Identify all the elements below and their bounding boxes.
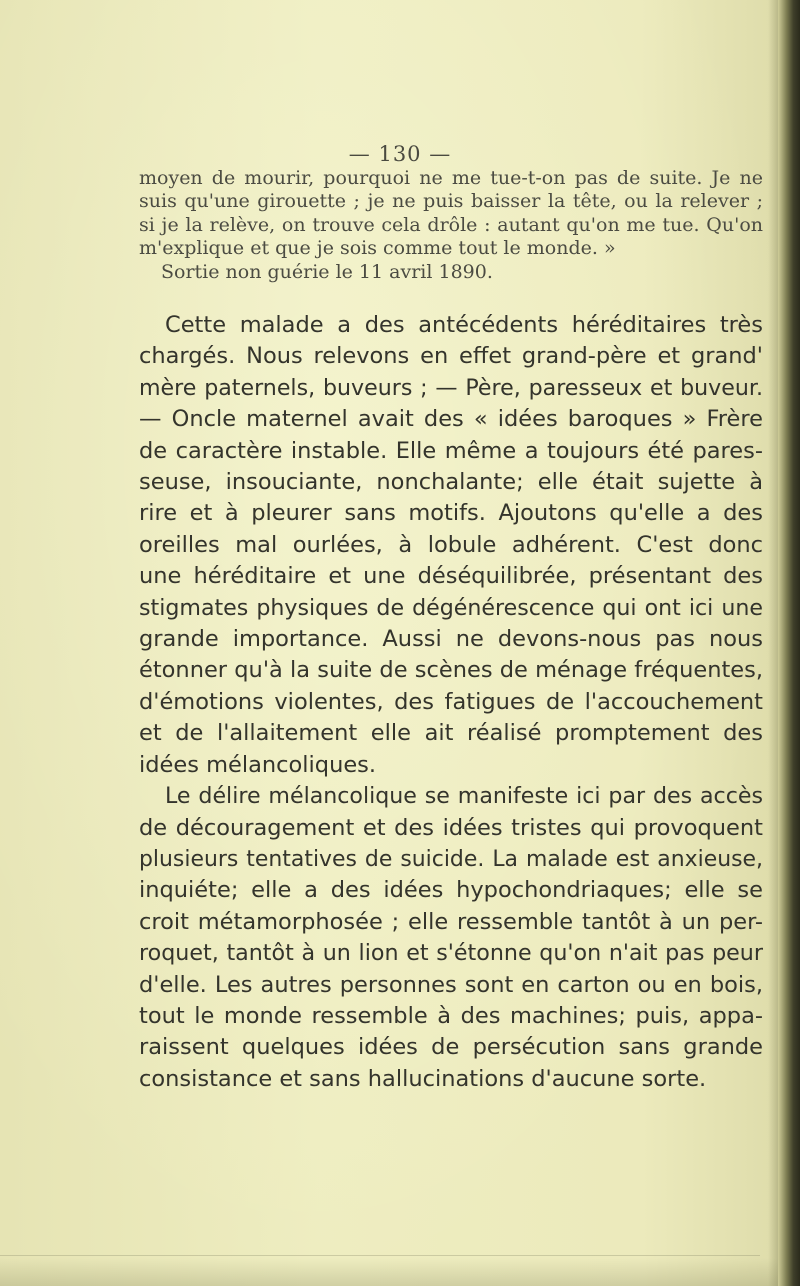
quote-line: moyen de mourir, pourquoi ne me tue-t-on pas de suite. Je ne <box>139 167 763 189</box>
paragraph-line: oreilles mal ourlées, à lobule adhérent. C'est donc <box>139 531 763 558</box>
paragraph-line: inquiéte; elle a des idées hypochondriaques; elle se <box>139 877 763 904</box>
paragraph-line: une héréditaire et une déséquilibrée, présentant des <box>139 563 763 590</box>
paragraph-line: d'elle. Les autres personnes sont en carton ou en bois, <box>139 971 763 998</box>
page-binding-shadow <box>778 0 800 1286</box>
page-bottom-edge-line <box>0 1255 760 1256</box>
discharge-note: Sortie non guérie le 11 avril 1890. <box>161 260 493 283</box>
paragraph-line: — Oncle maternel avait des « idées baroques » Frère <box>139 406 763 433</box>
paragraph-line: consistance et sans hallucinations d'aucune sorte. <box>139 1065 707 1092</box>
quote-line: suis qu'une girouette ; je ne puis baisser la tête, ou la relever ; <box>139 190 763 213</box>
body-text <box>139 310 763 1095</box>
quote-line: m'explique et que je sois comme tout le monde. » <box>139 237 616 260</box>
paragraph-line: chargés. Nous relevons en effet grand-père et grand' <box>139 343 763 370</box>
paragraph-line: de découragement et des idées tristes qui provoquent <box>139 814 763 841</box>
page-bottom-edge <box>0 1258 778 1286</box>
quote-line: si je la relève, on trouve cela drôle : autant qu'on me tue. Qu'on <box>139 213 763 236</box>
paragraph-line: croit métamorphosée ; elle ressemble tantôt à un per- <box>139 908 763 935</box>
page-number: — 130 — <box>348 142 452 166</box>
paragraph-line: Le délire mélancolique se manifeste ici par des accès <box>165 783 763 810</box>
paragraph-line: stigmates physiques de dégénérescence qui ont ici une <box>139 594 763 621</box>
paragraph-line: idées mélancoliques. <box>139 751 377 778</box>
paragraph-line: raissent quelques idées de persécution sans grande <box>139 1034 763 1061</box>
paragraph-line: mère paternels, buveurs ; — Père, paresseux et buveur. <box>139 374 763 401</box>
paragraph-line: roquet, tantôt à un lion et s'étonne qu'on n'ait pas peur <box>139 940 763 967</box>
paragraph-line: étonner qu'à la suite de scènes de ménage fréquentes, <box>139 657 763 684</box>
paragraph-line: grande importance. Aussi ne devons-nous pas nous <box>139 626 763 653</box>
paragraph-line: tout le monde ressemble à des machines; puis, appa- <box>139 1002 763 1029</box>
quoted-testimony <box>139 167 763 284</box>
paragraph-line: et de l'allaitement elle ait réalisé promptement des <box>139 720 763 747</box>
paragraph-line: Cette malade a des antécédents héréditaires très <box>165 312 763 338</box>
paragraph-line: plusieurs tentatives de suicide. La malade est anxieuse, <box>139 846 763 872</box>
paragraph-line: seuse, insouciante, nonchalante; elle était sujette à <box>139 469 763 496</box>
paragraph-line: d'émotions violentes, des fatigues de l'accouchement <box>139 688 763 715</box>
paragraph-line: de caractère instable. Elle même a toujours été pares- <box>139 437 763 464</box>
paragraph-line: rire et à pleurer sans motifs. Ajoutons qu'elle a des <box>139 500 763 527</box>
